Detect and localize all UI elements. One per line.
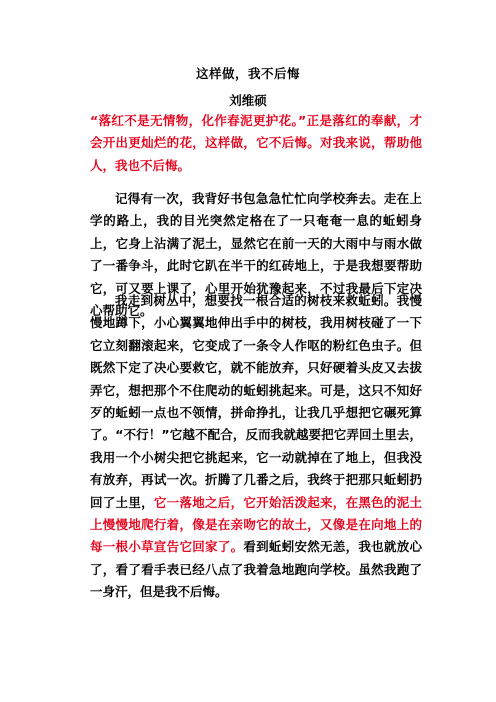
rescue-text: 我走到树丛中，想要找一根合适的树枝来救蚯蚓。我慢慢地蹲下，小心翼翼地伸出手中的树枝，我用树枝碰了一下它立刻翻滚起来，它变成了一条令人作呕的粉红色虫子。但既然下定了决心要救它，就不能放弃，只好硬着头皮又去拔弄它，想把那个不住爬动的蚯蚓挑起来。可是，这只不知好歹的蚯蚓一点也不领情，拼命挣扎，让我几乎想把它碾死算了。“不行！”它越不配合，反而我就越要把它弄回土里去，我用一个小树尖把它挑起来，它一动就掉在了地上，但我没有放弃，再试一次。折腾了几番之后，我终于把那只蚯蚓扔回了土里， [90,293,422,510]
author-name: 刘维硕 [229,93,267,108]
rescue-ending-text: 看到蚯蚓安然无恙，我也就放心了，看了看手表已经八点了我着急地跑向学校。虽然我跑了一身汗，但是我不后悔。 [90,539,422,600]
document-title: 这样做，我不后悔 [195,66,300,81]
paragraph-story-start: 记得有一次，我背好书包急急忙忙向学校奔去。走在上学的路上，我的目光突然定格在了一只奄奄一息的蚯蚓身上，它身上沾满了泥土，显然它在前一天的大雨中与雨水做了一番争斗，此时它趴在半干的红砖地上，于是我想要帮助它，可又要上课了，心里开始犹豫起来，不过我最后下定决心帮助它。 [90,191,422,319]
rescue-highlight-text: 它一落地之后，它开始活泼起来，在黑色的泥土上慢慢地爬行着，像是在亲吻它的故土，又像是在向地上的每一根小草宣告它回家了。 [90,494,422,555]
paragraph-intro: “落红不是无情物，化作春泥更护花。”正是落红的奉献，才会开出更灿烂的花，这样做，它不后悔。对我来说，帮助他人，我也不后悔。 [90,113,422,173]
paragraph-rescue [90,290,422,604]
